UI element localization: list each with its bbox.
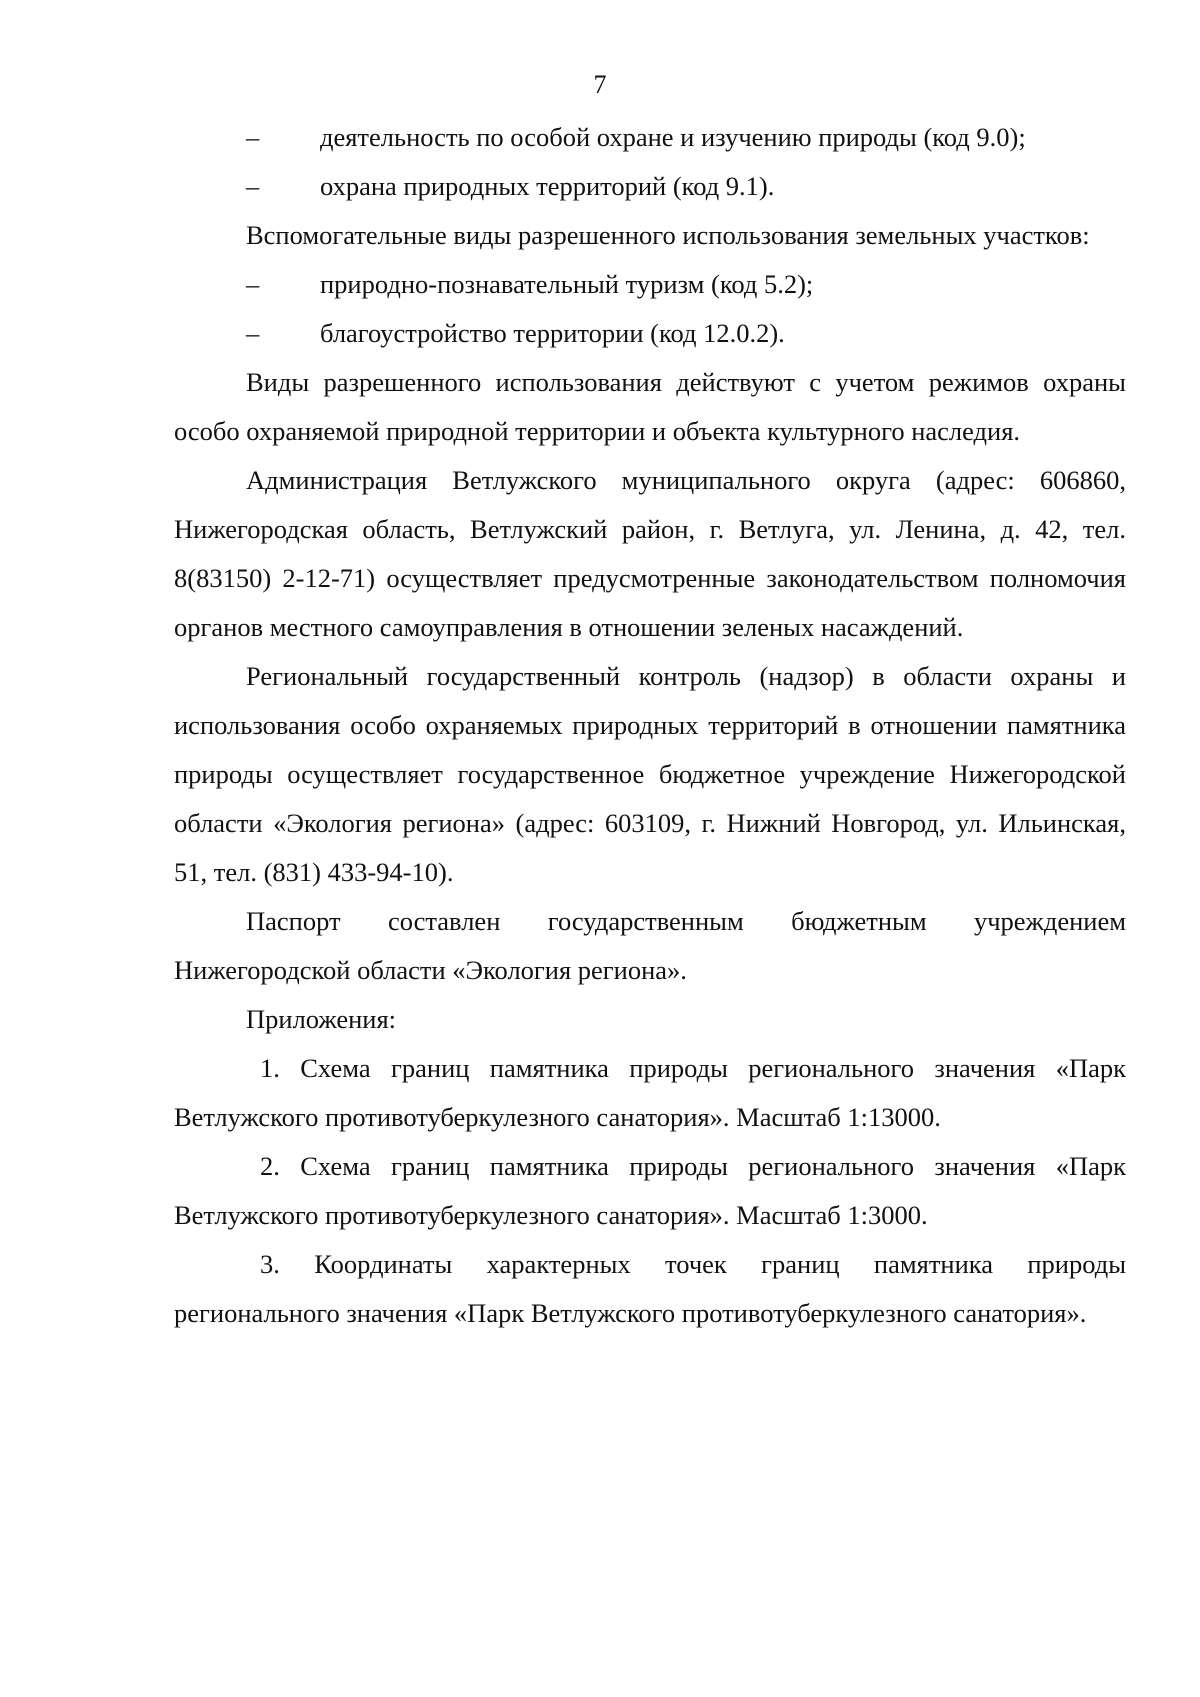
paragraph-passport: Паспорт составлен государственным бюджетным учреждением Нижегородской области «Экология региона». [174, 906, 1126, 985]
appendix-item-2: 2. Схема границ памятника природы регионального значения «Парк Ветлужского противотуберкулезного санатория». Масштаб 1:3000. [174, 1151, 1126, 1230]
list-item [174, 309, 1126, 358]
paragraph-regional-control: Региональный государственный контроль (надзор) в области охраны и использования особо охраняемых природных территорий в отношении памятника природы осуществляет государственное бюджетное учреждение Нижегородской области «Экология региона» (адрес: 603109, г. Нижний Новгород, ул. Ильинская, 51, тел. (831) 433-94-10). [174, 661, 1126, 887]
dash-bullet: – [246, 122, 260, 152]
appendix-item-1: 1. Схема границ памятника природы регионального значения «Парк Ветлужского противотуберкулезного санатория». Масштаб 1:13000. [174, 1053, 1126, 1132]
list-item [174, 260, 1126, 309]
aux-uses-heading: Вспомогательные виды разрешенного использования земельных участков: [246, 220, 1090, 250]
dash-bullet: – [246, 318, 260, 348]
appendix-item-3: 3. Координаты характерных точек границ памятника природы регионального значения «Парк Ветлужского противотуберкулезного санатория». [174, 1249, 1126, 1328]
paragraph-permitted-uses: Виды разрешенного использования действуют с учетом режимов охраны особо охраняемой природной территории и объекта культурного наследия. [174, 367, 1126, 446]
appendices-heading: Приложения: [246, 1004, 397, 1034]
dash-bullet: – [246, 269, 260, 299]
paragraph-administration: Администрация Ветлужского муниципального округа (адрес: 606860, Нижегородская область, Ветлужский район, г. Ветлуга, ул. Ленина, д. 42, тел. 8(83150) 2-12-71) осуществляет предусмотренные законодательством полномочия органов местного самоуправления в отношении зеленых насаждений. [174, 465, 1126, 642]
list-item [174, 162, 1126, 211]
list-item-text: деятельность по особой охране и изучению природы (код 9.0); [320, 122, 1026, 152]
list-item-text: охрана природных территорий (код 9.1). [320, 171, 775, 201]
list-item [174, 113, 1126, 162]
list-item-text: благоустройство территории (код 12.0.2). [320, 318, 785, 348]
page-number: 7 [593, 70, 607, 99]
dash-bullet: – [246, 171, 260, 201]
document-body [174, 113, 1126, 1338]
list-item-text: природно-познавательный туризм (код 5.2); [320, 269, 814, 299]
